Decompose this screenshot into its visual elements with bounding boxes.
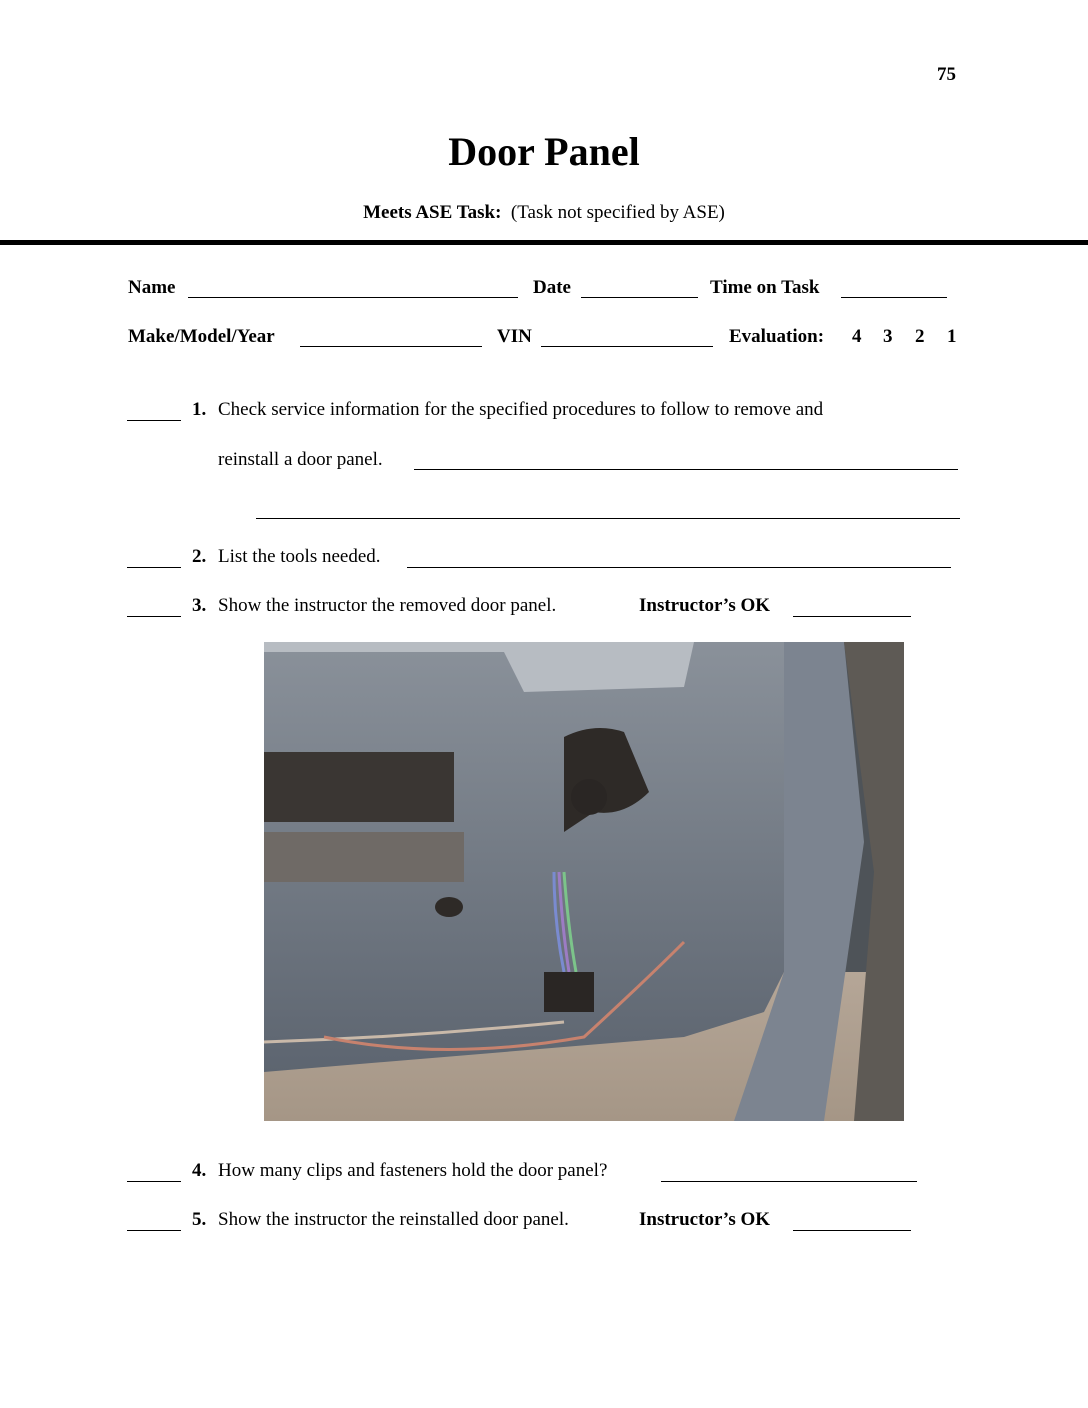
name-field[interactable]: [188, 297, 518, 298]
task-2-answer-line[interactable]: [407, 567, 951, 568]
vin-field[interactable]: [541, 346, 713, 347]
task-1-text-continued: reinstall a door panel.: [218, 449, 383, 470]
evaluation-score-3[interactable]: 3: [883, 326, 893, 347]
ase-task-line: [0, 202, 1088, 224]
task-4-checkoff[interactable]: [127, 1181, 181, 1182]
task-2-text: List the tools needed.: [218, 546, 381, 567]
make-model-year-field[interactable]: [300, 346, 482, 347]
evaluation-label: Evaluation:: [729, 326, 825, 347]
task-2-number: 2.: [192, 546, 207, 567]
make-model-year-label: Make/Model/Year: [128, 326, 275, 347]
task-5-instructor-ok-label: Instructor’s OK: [639, 1209, 771, 1230]
page-number: 75: [937, 64, 956, 85]
task-1-answer-line-2[interactable]: [256, 518, 960, 519]
task-4-number: 4.: [192, 1160, 207, 1181]
task-5-text: Show the instructor the reinstalled door panel.: [218, 1209, 569, 1230]
name-label: Name: [128, 277, 176, 298]
task-3-instructor-ok-field[interactable]: [793, 616, 911, 617]
task-5-instructor-ok-field[interactable]: [793, 1230, 911, 1231]
page-title: Door Panel: [448, 129, 640, 174]
evaluation-score-1[interactable]: 1: [947, 326, 957, 347]
task-1-number: 1.: [192, 399, 207, 420]
evaluation-score-4[interactable]: 4: [852, 326, 862, 347]
task-3-text: Show the instructor the removed door panel.: [218, 595, 557, 616]
time-on-task-field[interactable]: [841, 297, 947, 298]
door-panel-photo: [264, 642, 904, 1121]
date-label: Date: [533, 277, 571, 298]
evaluation-score-2[interactable]: 2: [915, 326, 925, 347]
task-5-number: 5.: [192, 1209, 207, 1230]
task-3-instructor-ok-label: Instructor’s OK: [639, 595, 771, 616]
task-3-number: 3.: [192, 595, 207, 616]
task-2-checkoff[interactable]: [127, 567, 181, 568]
vin-label: VIN: [497, 326, 532, 347]
date-field[interactable]: [581, 297, 698, 298]
task-1-answer-line-1[interactable]: [414, 469, 958, 470]
task-3-checkoff[interactable]: [127, 616, 181, 617]
ase-task-label: Meets ASE Task:: [363, 202, 502, 223]
ase-task-value: (Task not specified by ASE): [510, 202, 725, 223]
task-4-text: How many clips and fasteners hold the door panel?: [218, 1160, 608, 1181]
task-5-checkoff[interactable]: [127, 1230, 181, 1231]
task-1-text: Check service information for the specified procedures to follow to remove and: [218, 399, 824, 420]
time-on-task-label: Time on Task: [710, 277, 820, 298]
task-4-answer-line[interactable]: [661, 1181, 917, 1182]
header-divider: [0, 240, 1088, 245]
task-1-checkoff[interactable]: [127, 420, 181, 421]
